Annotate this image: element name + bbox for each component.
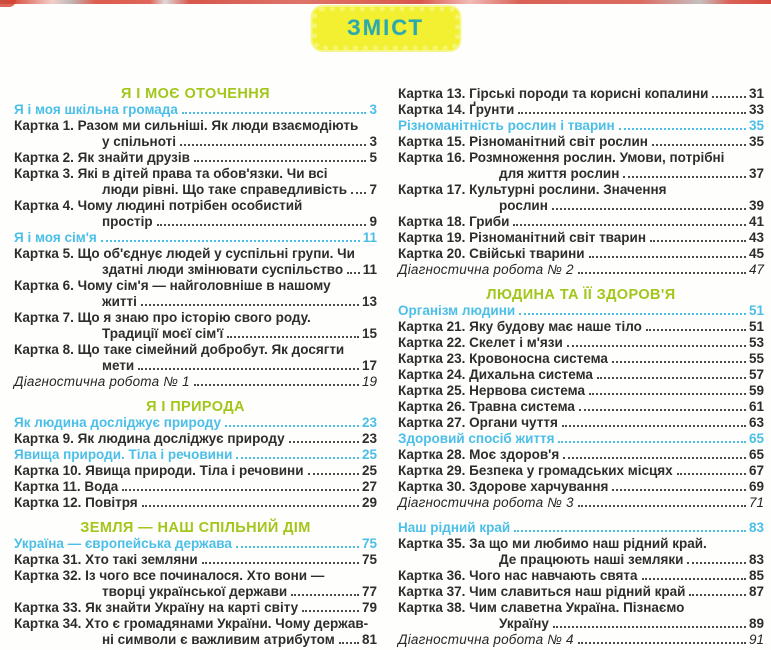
toc-entry-text: Картка 8. Що таке сімейний добробут. Як досягти [14,342,345,357]
dot-leader [578,272,746,274]
page-number: 55 [748,351,764,366]
page-number: 83 [748,552,764,567]
dot-leader [677,473,746,475]
dot-leader [101,240,360,242]
dot-leader [308,473,359,475]
dot-leader [138,368,359,370]
toc-entry-text: Картка 35. За що ми любимо наш рідний край. [398,536,707,551]
toc-entry [398,182,764,198]
dot-leader [291,594,359,596]
toc-entry [14,568,377,584]
toc-entry-text: Картка 6. Чому сім'я — найголовніше в нашому [14,278,331,293]
dot-leader [597,377,746,379]
page-number: 63 [748,415,764,430]
page-number: 29 [361,495,377,510]
dot-leader [513,224,746,226]
dot-leader [227,336,359,338]
page-number: 25 [361,463,377,478]
toc-entry [14,150,377,166]
toc-entry-text: Картка 34. Хто є громадянами України. Чому держав- [14,616,369,631]
page-number: 45 [748,246,764,261]
toc-entry-text: у спільноті [102,134,176,149]
page-number: 65 [748,431,764,446]
toc-entry [14,431,377,447]
toc-column-left [14,86,377,648]
dot-leader [194,384,359,386]
page-number: 51 [748,303,764,318]
toc-entry-text: Наш рідний край [398,520,511,535]
toc-entry-text: Картка 15. Різноманітний світ рослин [398,134,648,149]
toc-entry-text: Я і моя шкільна громада [14,102,178,117]
toc-entry-text: Картка 3. Які в дітей права та обов'язки. Чи всі [14,166,328,181]
toc-entry-text: рослин [499,198,548,213]
page-title: ЗМІСТ [347,15,424,40]
dot-leader [589,256,746,258]
dot-leader [578,642,746,644]
page-number: 81 [361,632,377,647]
toc-entry-text: Картка 1. Разом ми сильніші. Як люди взаємодіють [14,118,359,133]
toc-entry-text: Картка 14. Ґрунти [398,102,515,117]
dot-leader [562,425,746,427]
page-number: 75 [361,552,377,567]
page-number: 71 [748,495,764,510]
toc-entry [398,102,764,118]
toc-entry-text: Картка 33. Як знайти Україну на карті світу [14,600,299,615]
page-number: 41 [748,214,764,229]
dot-leader [567,345,746,347]
toc-section-header [398,287,764,303]
page-number: 7 [369,182,377,197]
toc-entry-text: Картка 26. Травна система [398,399,575,414]
toc-entry [398,399,764,415]
dot-leader [552,208,746,210]
toc-entry [398,134,764,150]
toc-entry [14,262,377,278]
toc-entry [14,479,377,495]
toc-section-header [14,520,377,536]
dot-leader [194,160,367,162]
dot-leader [351,192,366,194]
toc-entry-text: Картка 4. Чому людині потрібен особистий [14,198,303,213]
toc-entry-text: Картка 22. Скелет і м'язи [398,335,563,350]
toc-entry-text: люди рівні. Що таке справедливість [102,182,348,197]
toc-entry [398,319,764,335]
page-number: 33 [748,102,764,117]
toc-entry-text: Картка 37. Чим славиться наш рідний край [398,584,686,599]
dot-leader [182,112,367,114]
toc-entry-text: Картка 18. Гриби [398,214,510,229]
toc-entry-text: Я і моя сім'я [14,230,97,245]
toc-entry [398,584,764,600]
toc-entry-text: Картка 32. Із чого все починалося. Хто вони — [14,568,325,583]
toc-entry-text: Картка 13. Гірські породи та корисні копалини [398,86,709,101]
toc-subsection-entry [398,118,764,134]
toc-entry-text: Здоровий спосіб життя [398,431,555,446]
page-number: 77 [361,584,377,599]
page-number: 65 [748,447,764,462]
page-number: 67 [748,463,764,478]
toc-entry [398,230,764,246]
toc-entry [398,86,764,102]
page-number: 23 [361,431,377,446]
toc-entry [398,351,764,367]
toc-entry-text: житті [102,294,137,309]
toc-entry-text: Картка 7. Що я знаю про історію свого роду. [14,310,311,325]
dot-leader [689,594,746,596]
toc-entry [14,214,377,230]
toc-entry [398,246,764,262]
page-number: 59 [748,383,764,398]
toc-entry [398,198,764,214]
toc-diagnostic-entry [14,374,377,390]
toc-entry-text: ні символи є важливим атрибутом [102,632,335,647]
dot-leader [579,409,746,411]
page-number: 13 [361,294,377,309]
toc-entry-text: Картка 29. Безпека у громадських місцях [398,463,673,478]
toc-subsection-entry [14,102,377,118]
toc-entry [14,310,377,326]
toc-entry-text: Картка 20. Свійські тварини [398,246,585,261]
toc-diagnostic-entry [398,495,764,511]
dot-leader [589,393,746,395]
dot-leader [339,642,359,644]
dot-leader [202,562,359,564]
toc-entry-text: Картка 27. Органи чуття [398,415,558,430]
toc-entry-text: Картка 19. Різноманітний світ тварин [398,230,647,245]
dot-leader [347,272,360,274]
toc-entry-text: Картка 9. Як людина досліджує природу [14,431,285,446]
toc-entry-text: Картка 12. Повітря [14,495,138,510]
toc-subsection-entry [14,536,377,552]
page-number: 19 [361,374,377,389]
toc-entry [14,616,377,632]
page-number: 75 [361,536,377,551]
dot-leader [289,441,359,443]
dot-leader [558,441,746,443]
dot-leader [646,329,746,331]
toc-entry [398,616,764,632]
page-number: 53 [748,335,764,350]
toc-entry-text: для життя рослин [499,166,620,181]
toc-entry [14,134,377,150]
page-number: 91 [748,632,764,647]
toc-entry-text: Картка 11. Вода [14,479,119,494]
scanned-page-corner-mark [0,0,16,7]
toc-entry [14,463,377,479]
page-number: 39 [748,198,764,213]
toc-entry-text: Україна — європейська держава [14,536,232,551]
toc-column-right [398,86,764,648]
toc-entry [14,495,377,511]
toc-entry-text: Картка 30. Здорове харчування [398,479,609,494]
toc-entry [398,463,764,479]
toc-entry-text: ЗЕМЛЯ — НАШ СПІЛЬНИЙ ДІМ [80,520,311,536]
toc-entry-text: Картка 23. Кровоносна система [398,351,608,366]
page-number: 85 [748,568,764,583]
page-number: 23 [361,415,377,430]
toc-subsection-entry [398,303,764,319]
toc-subsection-entry [14,415,377,431]
toc-entry-text: Як людина досліджує природу [14,415,222,430]
page-number: 57 [748,367,764,382]
toc-title-background [312,7,459,50]
dot-leader [553,626,746,628]
dot-leader [687,562,746,564]
toc-entry-text: Явища природи. Тіла і речовини [14,447,233,462]
toc-entry [14,552,377,568]
toc-entry [398,150,764,166]
page-number: 15 [361,326,377,341]
toc-entry [398,536,764,552]
toc-entry [398,166,764,182]
toc-entry-text: Традиції моєї сім'ї [102,326,224,341]
toc-entry-text: Картка 38. Чим славетна Україна. Пізнаємо [398,600,685,615]
page-number: 87 [748,584,764,599]
page-number: 35 [748,118,764,133]
toc-entry [398,214,764,230]
page-number: 31 [748,86,764,101]
toc-entry-text: Картка 10. Явища природи. Тіла і речовини [14,463,304,478]
toc-entry [14,358,377,374]
toc-entry-text: Україну [499,616,549,631]
dot-leader [650,240,746,242]
toc-entry-text: Картка 36. Чого нас навчають свята [398,568,638,583]
dot-leader [225,425,359,427]
toc-entry [14,246,377,262]
dot-leader [142,505,359,507]
page-number: 79 [361,600,377,615]
toc-entry [14,326,377,342]
toc-section-header [14,86,377,102]
toc-diagnostic-entry [398,262,764,278]
toc-subsection-entry [398,520,764,536]
page-number: 25 [361,447,377,462]
dot-leader [563,457,746,459]
dot-leader [619,128,746,130]
page-number: 83 [748,520,764,535]
toc-entry [14,342,377,358]
toc-entry [14,600,377,616]
toc-entry-text: Картка 31. Хто такі земляни [14,552,198,567]
toc-entry-text: Картка 16. Розмноження рослин. Умови, потрібні [398,150,725,165]
page-number: 27 [361,479,377,494]
dot-leader [302,610,359,612]
toc-entry [398,367,764,383]
toc-entry [398,568,764,584]
toc-entry-text: мети [102,358,135,373]
dot-leader [180,144,367,146]
toc-entry-text: Картка 17. Культурні рослини. Значення [398,182,667,197]
toc-entry-text: Діагностична робота № 3 [398,495,574,510]
toc-title-plate [312,7,459,50]
page-number: 5 [369,150,377,165]
toc-entry [14,294,377,310]
toc-subsection-entry [14,230,377,246]
toc-entry-text: Діагностична робота № 4 [398,632,574,647]
toc-section-header [14,399,377,415]
toc-entry-text: Картка 25. Нервова система [398,383,585,398]
toc-entry [398,447,764,463]
dot-leader [712,96,746,98]
page-number: 9 [369,214,377,229]
toc-entry [14,182,377,198]
toc-entry-text: Картка 2. Як знайти друзів [14,150,190,165]
page-number: 35 [748,134,764,149]
toc-entry [398,415,764,431]
dot-leader [518,112,746,114]
page-number: 37 [748,166,764,181]
dot-leader [612,361,746,363]
toc-entry-text: Діагностична робота № 2 [398,262,574,277]
toc-entry-text: Картка 28. Моє здоров'я [398,447,560,462]
toc-entry [14,278,377,294]
toc-entry-text: Де працюють наші земляки [499,552,684,567]
toc-entry-text: Картка 5. Що об'єднує людей у суспільні групи. Чи [14,246,355,261]
toc-entry [398,383,764,399]
dot-leader [141,304,359,306]
toc-entry [398,335,764,351]
page-number: 69 [748,479,764,494]
toc-entry-text: здатні люди змінювати суспільство [102,262,344,277]
page-number: 11 [362,262,377,277]
dot-leader [652,144,746,146]
page-number: 51 [748,319,764,334]
dot-leader [612,489,746,491]
toc-entry [14,584,377,600]
toc-diagnostic-entry [398,632,764,648]
page-number: 17 [361,358,377,373]
dot-leader [514,530,746,532]
toc-entry-text: Організм людини [398,303,516,318]
toc-entry [398,552,764,568]
toc-entry-text: Картка 21. Яку будову має наше тіло [398,319,642,334]
toc-entry-text: Картка 24. Дихальна система [398,367,593,382]
dot-leader [519,313,746,315]
page-number: 3 [369,134,377,149]
dot-leader [157,224,367,226]
toc-entry [14,632,377,648]
dot-leader [122,489,359,491]
page-number: 89 [748,616,764,631]
page-number: 47 [748,262,764,277]
page-number: 43 [748,230,764,245]
toc-entry [14,166,377,182]
toc-entry [398,600,764,616]
toc-entry-text: творці української держави [102,584,288,599]
toc-entry-text: Різноманітність рослин і тварин [398,118,615,133]
scanned-page-top-edge [0,0,771,4]
toc-entry-text: Я І МОЄ ОТОЧЕННЯ [121,86,270,102]
dot-leader [642,578,746,580]
dot-leader [578,505,746,507]
page-number: 3 [369,102,377,117]
toc-subsection-entry [14,447,377,463]
dot-leader [236,457,359,459]
toc-entry [14,198,377,214]
toc-subsection-entry [398,431,764,447]
toc-entry-text: Діагностична робота № 1 [14,374,190,389]
dot-leader [236,546,359,548]
dot-leader [623,176,746,178]
toc-entry [14,118,377,134]
toc-entry [398,479,764,495]
toc-entry-text: простір [102,214,153,229]
page-number: 61 [748,399,764,414]
toc-entry-text: ЛЮДИНА ТА ЇЇ ЗДОРОВ'Я [486,287,676,303]
toc-entry-text: Я І ПРИРОДА [146,399,245,415]
page-number: 11 [362,230,377,245]
